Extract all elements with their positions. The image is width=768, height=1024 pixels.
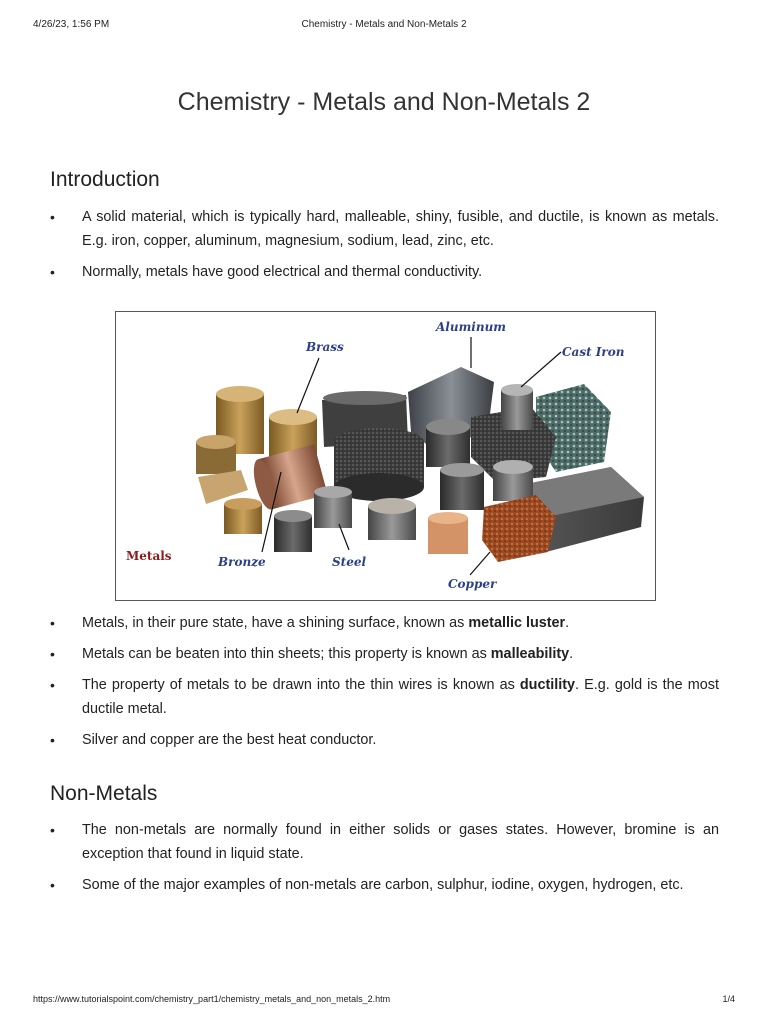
term-ductility: ductility xyxy=(519,677,576,693)
grainy-cylinder xyxy=(334,428,424,456)
label-bronze: Bronze xyxy=(218,555,266,569)
term-metallic-luster: metallic luster xyxy=(468,615,566,631)
list-item: • The property of metals to be drawn into the thin wires is known as ductility. E.g. gold is the most ductile metal. xyxy=(50,673,719,721)
metals-illustration xyxy=(116,312,655,600)
label-metals: Metals xyxy=(126,549,172,563)
print-datetime: 4/26/23, 1:56 PM xyxy=(33,19,110,30)
list-item: • Normally, metals have good electrical and thermal conductivity. xyxy=(50,260,719,284)
label-copper: Copper xyxy=(448,577,497,591)
properties-list xyxy=(50,611,719,752)
list-item: • Silver and copper are the best heat conductor. xyxy=(50,728,719,752)
metals-image xyxy=(115,311,656,601)
intro-list xyxy=(50,205,719,284)
nonmetals-list xyxy=(50,818,719,897)
label-aluminum: Aluminum xyxy=(436,320,506,334)
list-item: • The non-metals are normally found in either solids or gases states. However, bromine is an exception that found in liquid state. xyxy=(50,818,719,866)
print-doc-title: Chemistry - Metals and Non-Metals 2 xyxy=(301,19,467,30)
page-title: Chemistry - Metals and Non-Metals 2 xyxy=(177,88,591,116)
page-number: 1/4 xyxy=(722,994,735,1004)
nonmetals-heading: Non-Metals xyxy=(50,782,158,805)
list-item: • Some of the major examples of non-metals are carbon, sulphur, iodine, oxygen, hydrogen, etc. xyxy=(50,873,719,897)
intro-heading: Introduction xyxy=(50,168,160,191)
list-item: • Metals can be beaten into thin sheets; this property is known as malleability. xyxy=(50,642,719,666)
label-cast-iron: Cast Iron xyxy=(562,345,625,359)
list-item: • A solid material, which is typically hard, malleable, shiny, fusible, and ductile, is known as metals. E.g. iron, copper, aluminum, magnesium, sodium, lead, zinc, etc. xyxy=(50,205,719,253)
label-brass: Brass xyxy=(306,340,344,354)
term-malleability: malleability xyxy=(490,646,570,662)
list-item: • Metals, in their pure state, have a shining surface, known as metallic luster. xyxy=(50,611,719,635)
footer-url[interactable]: https://www.tutorialspoint.com/chemistry_part1/chemistry_metals_and_non_metals_2.htm xyxy=(33,994,391,1004)
copper-piece xyxy=(482,495,556,562)
label-steel: Steel xyxy=(332,555,367,569)
